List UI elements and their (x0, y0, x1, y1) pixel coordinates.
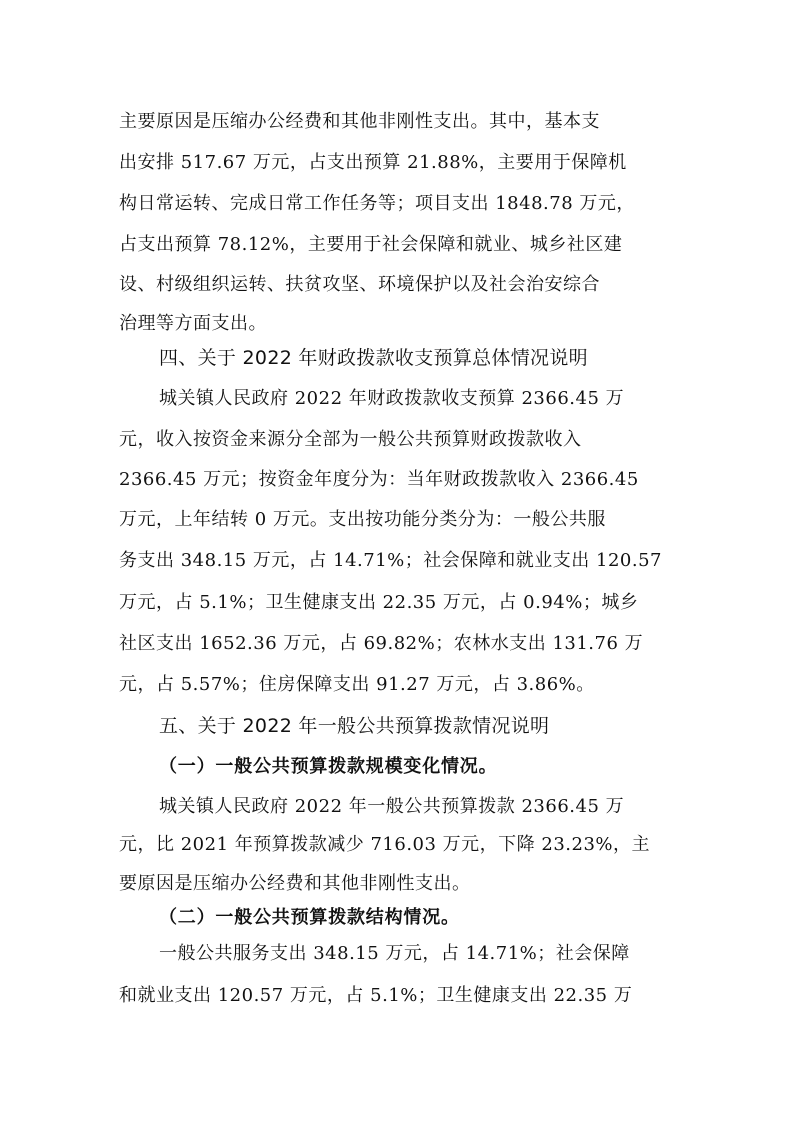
section-heading-4: 四、关于 2022 年财政拨款收支预算总体情况说明 (159, 347, 588, 369)
body-text-line: 治理等方面支出。 (119, 313, 267, 334)
body-text-line: 城关镇人民政府 2022 年财政拨款收支预算 2366.45 万 (159, 388, 625, 409)
body-text-line: 主要原因是压缩办公经费和其他非刚性支出。其中，基本支 (119, 111, 600, 132)
subsection-heading-1: （一）一般公共预算拨款规模变化情况。 (159, 756, 498, 777)
body-text-line: 万元，上年结转 0 万元。支出按功能分类分为：一般公共服 (119, 509, 606, 530)
body-text-line: 元，收入按资金来源分全部为一般公共预算财政拨款收入 (119, 429, 582, 450)
body-text-line: 构日常运转、完成日常工作任务等；项目支出 1848.78 万元， (119, 193, 635, 214)
body-text-line: 要原因是压缩办公经费和其他非刚性支出。 (119, 873, 471, 894)
subsection-heading-2: （二）一般公共预算拨款结构情况。 (159, 907, 460, 928)
body-text-line: 城关镇人民政府 2022 年一般公共预算拨款 2366.45 万 (159, 796, 625, 817)
body-text-line: 2366.45 万元；按资金年度分为：当年财政拨款收入 2366.45 (119, 469, 639, 490)
body-text-line: 和就业支出 120.57 万元，占 5.1%；卫生健康支出 22.35 万 (119, 985, 633, 1006)
body-text-line: 占支出预算 78.12%，主要用于社会保障和就业、城乡社区建 (119, 234, 623, 255)
body-text-line: 出安排 517.67 万元，占支出预算 21.88%，主要用于保障机 (119, 152, 627, 173)
body-text-line: 社区支出 1652.36 万元，占 69.82%；农林水支出 131.76 万 (119, 633, 644, 654)
section-heading-5: 五、关于 2022 年一般公共预算拨款情况说明 (159, 715, 550, 737)
body-text-line: 一般公共服务支出 348.15 万元，占 14.71%；社会保障 (159, 943, 630, 964)
body-text-line: 设、村级组织运转、扶贫攻坚、环境保护以及社会治安综合 (119, 274, 600, 295)
body-text-line: 元，占 5.57%；住房保障支出 91.27 万元，占 3.86%。 (119, 674, 595, 695)
body-text-line: 万元，占 5.1%；卫生健康支出 22.35 万元，占 0.94%；城乡 (119, 592, 639, 613)
body-text-line: 元，比 2021 年预算拨款减少 716.03 万元，下降 23.23%，主 (119, 834, 651, 855)
body-text-line: 务支出 348.15 万元，占 14.71%；社会保障和就业支出 120.57 (119, 550, 662, 571)
